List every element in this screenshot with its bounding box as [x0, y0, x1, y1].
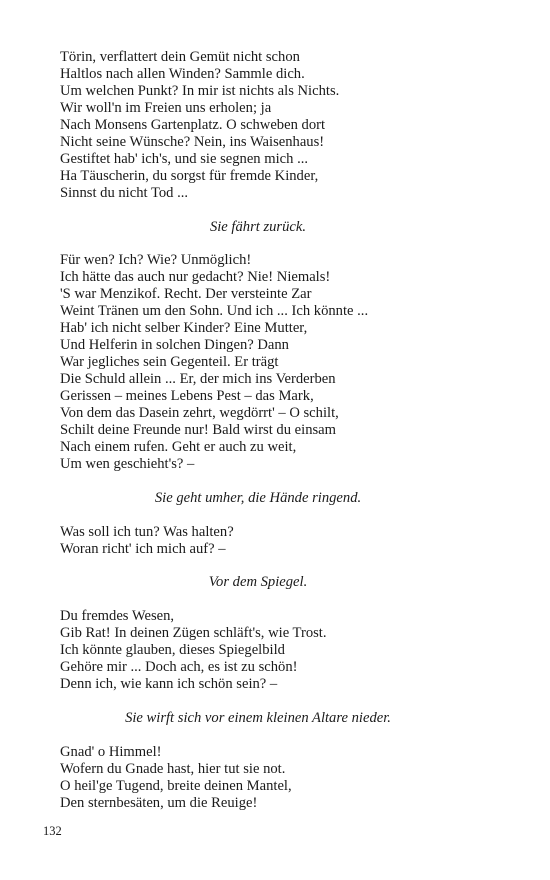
verse-line: Gehöre mir ... Doch ach, es ist zu schön!	[60, 659, 298, 676]
verse-line: Schilt deine Freunde nur! Bald wirst du einsam	[60, 421, 337, 438]
verse-line: Gib Rat! In deinen Zügen schläft's, wie Trost.	[60, 625, 327, 642]
verse-stanza-3	[60, 524, 520, 558]
verse-line: 'S war Menzikof. Recht. Der versteinte Zar	[60, 286, 312, 303]
verse-line: Um wen geschieht's? –	[60, 455, 195, 472]
verse-line: Gnad' o Himmel!	[60, 743, 162, 760]
verse-line: Ich hätte das auch nur gedacht? Nie! Niemals!	[60, 269, 331, 286]
verse-line: Gestiftet hab' ich's, und sie segnen mich ...	[60, 150, 309, 167]
verse-line: Sinnst du nicht Tod ...	[60, 184, 189, 201]
verse-stanza-1	[60, 49, 520, 202]
verse-line: Wofern du Gnade hast, hier tut sie not.	[60, 760, 286, 777]
verse-line: Denn ich, wie kann ich schön sein? –	[60, 676, 278, 693]
verse-line: Nach Monsens Gartenplatz. O schweben dort	[60, 116, 326, 133]
verse-line: Um welchen Punkt? In mir ist nichts als Nichts.	[60, 82, 340, 99]
verse-line: Nicht seine Wünsche? Nein, ins Waisenhaus!	[60, 133, 325, 150]
stage-direction: Vor dem Spiegel.	[208, 574, 308, 591]
verse-line: Und Helferin in solchen Dingen? Dann	[60, 337, 289, 354]
stage-direction: Sie geht umher, die Hände ringend.	[154, 489, 362, 506]
verse-line: O heil'ge Tugend, breite deinen Mantel,	[60, 777, 292, 794]
verse-stanza-4	[60, 608, 520, 693]
verse-line: Ha Täuscherin, du sorgst für fremde Kinder,	[60, 167, 319, 184]
verse-line: Die Schuld allein ... Er, der mich ins Verderben	[60, 371, 336, 388]
verse-line: Gerissen – meines Lebens Pest – das Mark,	[60, 388, 314, 405]
verse-line: Du fremdes Wesen,	[60, 608, 175, 625]
verse-stanza-5	[60, 744, 520, 812]
verse-line: Wir woll'n im Freien uns erholen; ja	[60, 99, 272, 116]
verse-line: Weint Tränen um den Sohn. Und ich ... Ich könnte ...	[60, 303, 369, 320]
verse-line: Ich könnte glauben, dieses Spiegelbild	[60, 642, 285, 659]
verse-line: Woran richt' ich mich auf? –	[60, 540, 226, 557]
verse-line: Hab' ich nicht selber Kinder? Eine Mutter,	[60, 320, 308, 337]
stage-direction: Sie fährt zurück.	[209, 218, 307, 235]
verse-line: Törin, verflattert dein Gemüt nicht schon	[60, 49, 300, 65]
stage-direction: Sie wirft sich vor einem kleinen Altare nieder.	[125, 710, 391, 727]
verse-stanza-2	[60, 252, 520, 472]
page-number: 132	[43, 824, 62, 838]
verse-line: War jegliches sein Gegenteil. Er trägt	[60, 354, 279, 371]
verse-line: Von dem das Dasein zehrt, wegdörrt' – O schilt,	[60, 404, 339, 421]
verse-line: Nach einem rufen. Geht er auch zu weit,	[60, 438, 297, 455]
verse-line: Was soll ich tun? Was halten?	[60, 523, 234, 540]
verse-line: Haltlos nach allen Winden? Sammle dich.	[60, 65, 305, 82]
page-text	[60, 49, 520, 812]
verse-line: Für wen? Ich? Wie? Unmöglich!	[60, 252, 252, 269]
verse-line: Den sternbesäten, um die Reuige!	[60, 794, 258, 811]
